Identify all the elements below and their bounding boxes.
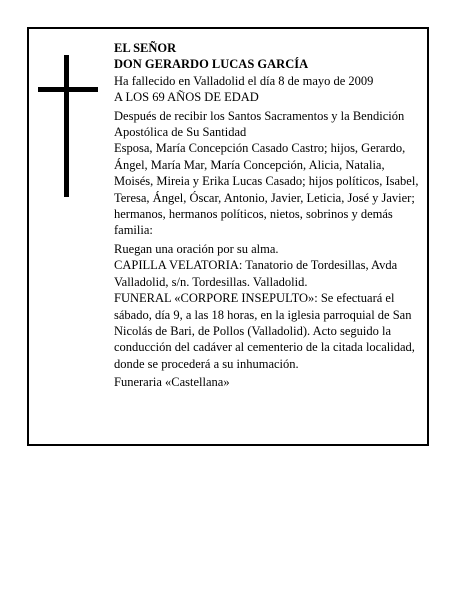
obituary-text (114, 40, 426, 391)
prayer-line: Ruegan una oración por su alma. (114, 241, 279, 256)
deceased-name: DON GERARDO LUCAS GARCÍA (114, 57, 309, 72)
funeral-paragraph: FUNERAL «CORPORE INSEPULTO»: Se efectuará el sábado, día 9, a las 18 horas, en la iglesia parroquial de San Nicolás de Bari, de Pollos (Valladolid). Acto seguido la conducción del cadáver al cementerio de la citada localidad, donde se procederá a su inhumación. (114, 291, 415, 371)
funeral-home-line: Funeraria «Castellana» (114, 375, 230, 390)
age-line: A LOS 69 AÑOS DE EDAD (114, 90, 259, 105)
cross-vertical-bar (64, 55, 69, 197)
sacraments-paragraph: Después de recibir los Santos Sacramentos y la Bendición Apostólica de Su Santidad (114, 108, 405, 140)
family-paragraph: Esposa, María Concepción Casado Castro; hijos, Gerardo, Ángel, María Mar, María Concepción, Alicia, Natalia, Moisés, Mireia y Erika Lucas Casado; hijos políticos, Isabel, Teresa, Ángel, Óscar, Antonio, Javier, Leticia, José y Javier; hermanos, hermanos políticos, nietos, sobrinos y demás familia: (114, 141, 419, 238)
notice-title: EL SEÑOR (114, 41, 177, 55)
death-line: Ha fallecido en Valladolid el día 8 de mayo de 2009 (114, 73, 374, 88)
chapel-paragraph: CAPILLA VELATORIA: Tanatorio de Tordesillas, Avda Valladolid, s/n. Tordesillas. Valladolid. (114, 258, 398, 289)
cross-horizontal-bar (38, 87, 98, 92)
latin-cross-icon (38, 55, 98, 197)
